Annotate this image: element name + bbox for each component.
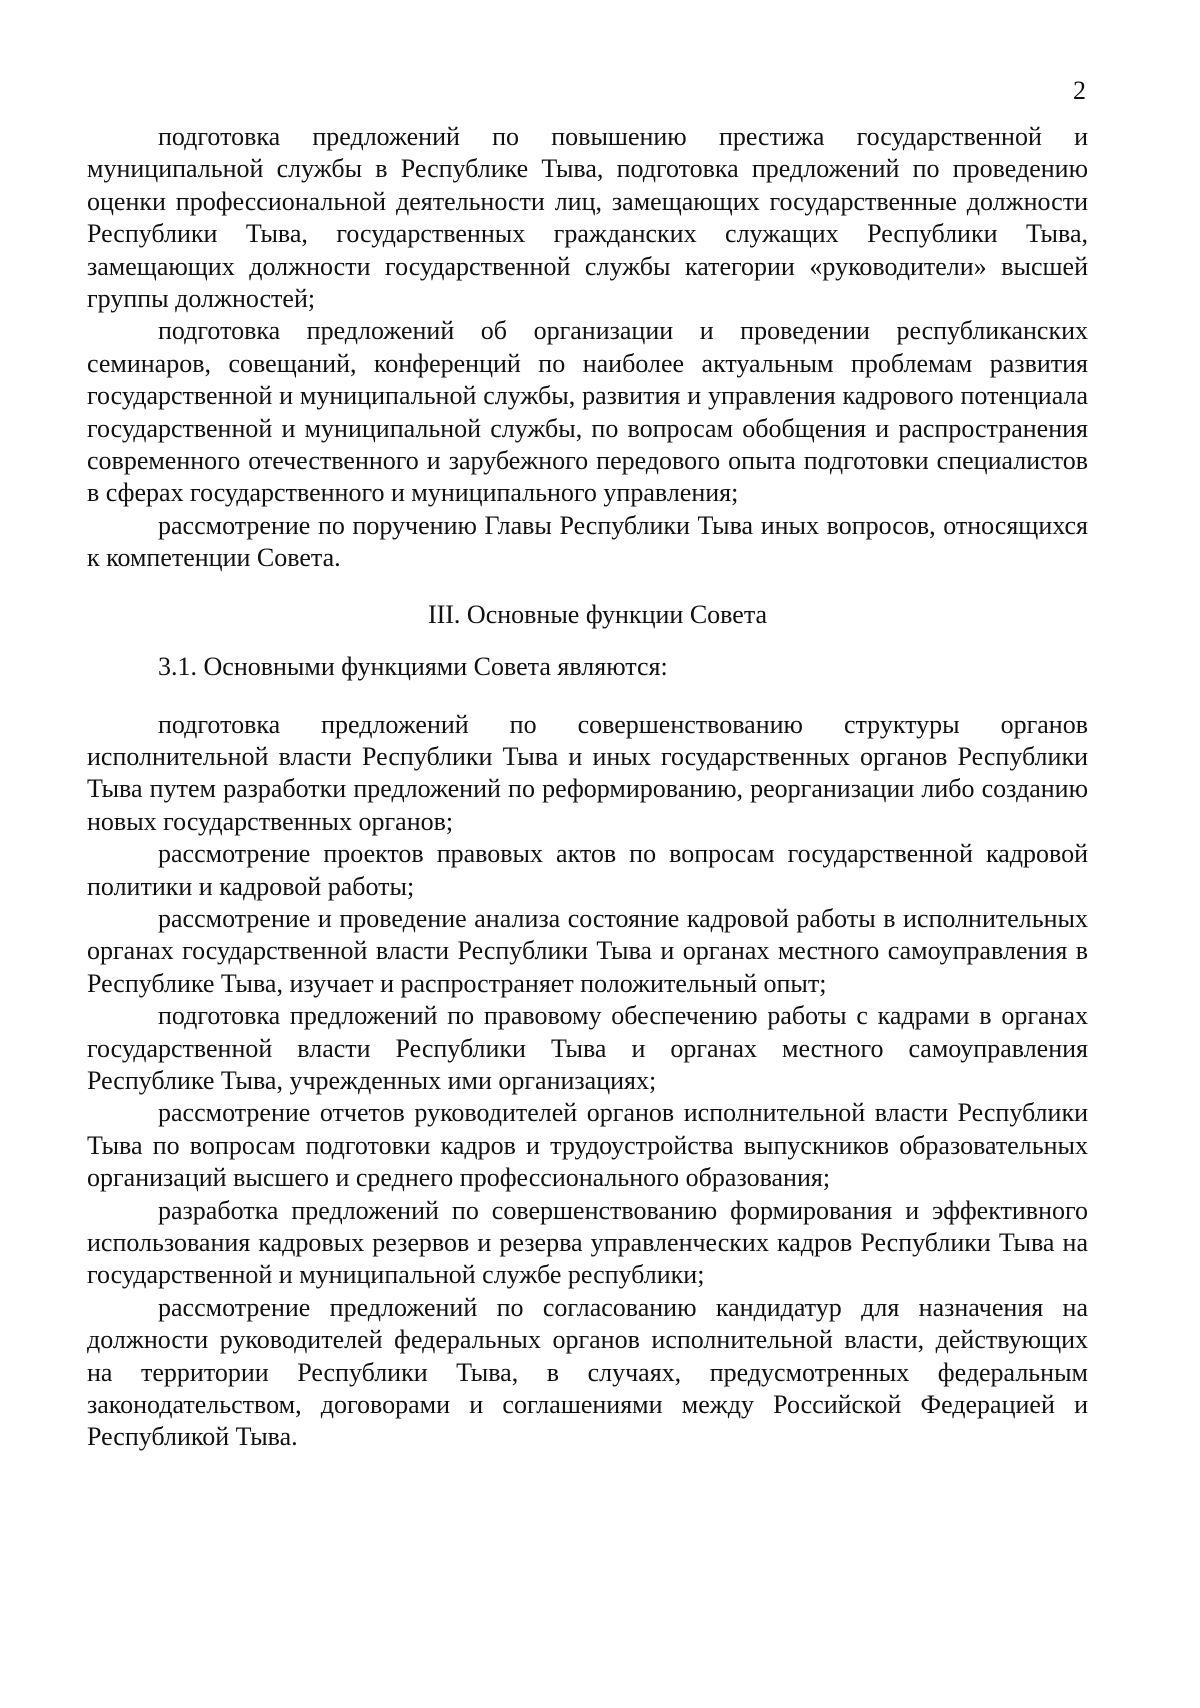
paragraph-legal-support: подготовка предложений по правовому обеспечению работы с кадрами в органах государственной власти Республики Тыва и органах местного самоуправления Республике Тыва, учрежденных ими организациях; — [87, 1001, 1088, 1095]
section-intro: 3.1. Основными функциями Совета являются: — [158, 652, 668, 682]
paragraph-seminars-proposals: подготовка предложений об организации и проведении республиканских семинаров, совещаний, конференций по наиболее актуальным проблемам развития государственной и муниципальной службы, развития и управления кадрового потенциала государственной и муниципальной службы, по вопросам обобщения и распространения современного отечественного и зарубежного передового опыта подготовки специалистов в сферах государственного и муниципального управления; — [87, 316, 1088, 508]
paragraph-reserves-development: разработка предложений по совершенствованию формирования и эффективного использования кадровых резервов и резерва управленческих кадров Республики Тыва на государственной и муниципальной службе республики; — [87, 1195, 1088, 1290]
paragraph-prestige-proposals: подготовка предложений по повышению престижа государственной и муниципальной службы в Республике Тыва, подготовка предложений по проведению оценки профессиональной деятельности лиц, замещающих государственные должности Республики Тыва, государственных гражданских служащих Республики Тыва, замещающих должности государственной службы категории «руководители» высшей группы должностей; — [87, 122, 1088, 314]
paragraph-structure-proposals: подготовка предложений по совершенствованию структуры органов исполнительной власти Республики Тыва и иных государственных органов Республики Тыва путем разработки предложений по реформированию, реорганизации либо созданию новых государственных органов; — [87, 709, 1088, 836]
paragraph-candidates-approval: рассмотрение предложений по согласованию кандидатур для назначения на должности руководителей федеральных органов исполнительной власти, действующих на территории Республики Тыва, в случаях, предусмотренных федеральным законодательством, договорами и соглашениями между Российской Федерацией и Республикой Тыва. — [87, 1292, 1088, 1452]
paragraph-legal-acts-review: рассмотрение проектов правовых актов по вопросам государственной кадровой политики и кадровой работы; — [87, 839, 1088, 901]
page-number: 2 — [1073, 76, 1086, 105]
paragraph-other-questions: рассмотрение по поручению Главы Республики Тыва иных вопросов, относящихся к компетенции Совета. — [87, 510, 1088, 573]
paragraph-reports-review: рассмотрение отчетов руководителей органов исполнительной власти Республики Тыва по вопросам подготовки кадров и трудоустройства выпускников образовательных организаций высшего и среднего профессионального образования; — [87, 1098, 1088, 1193]
document-body — [87, 121, 1088, 1454]
paragraph-personnel-analysis: рассмотрение и проведение анализа состояние кадровой работы в исполнительных органах государственной власти Республики Тыва и органах местного самоуправления в Республике Тыва, изучает и распространяет положительный опыт; — [87, 903, 1088, 998]
section-heading: III. Основные функции Совета — [427, 599, 768, 629]
